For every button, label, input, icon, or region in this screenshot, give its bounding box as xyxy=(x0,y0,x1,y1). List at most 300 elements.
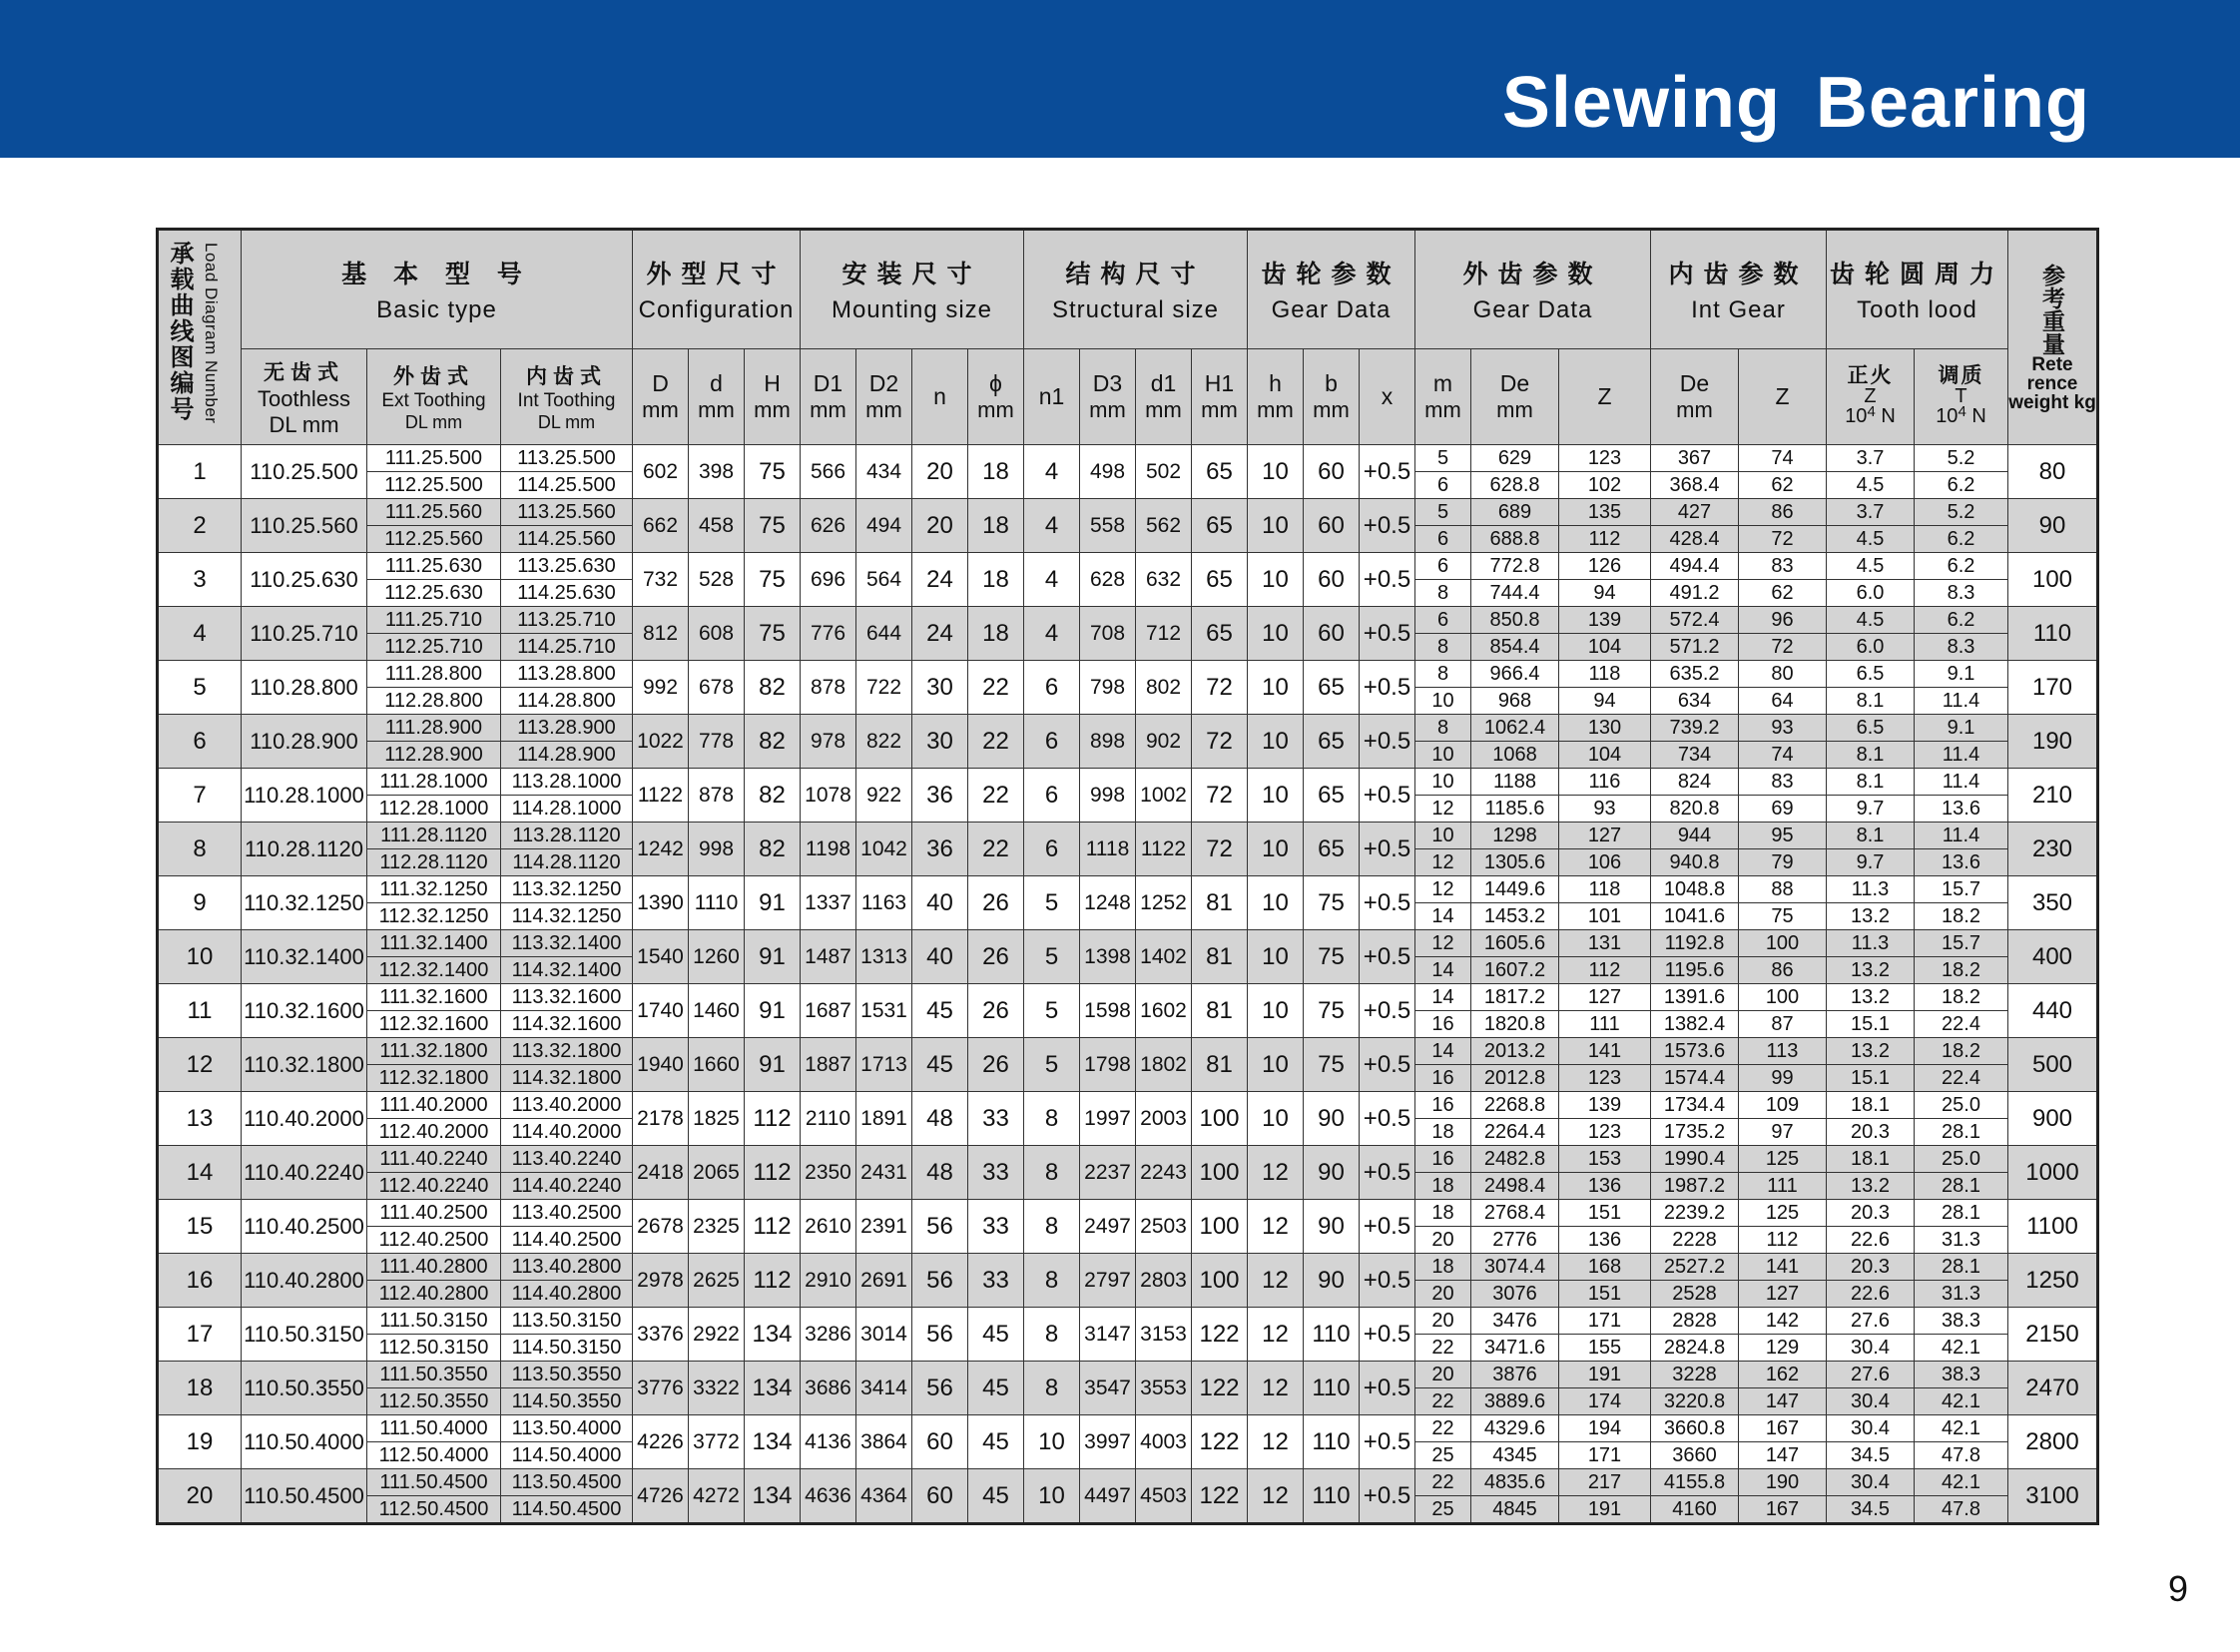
int-toothing-model: 113.28.800 xyxy=(501,661,633,688)
cell-d1: 502 xyxy=(1136,445,1192,499)
cell-phi: 22 xyxy=(968,823,1024,876)
cell-d1: 776 xyxy=(801,607,856,661)
load-diagram-number: 9 xyxy=(158,876,242,930)
int-toothing-model: 114.40.2240 xyxy=(501,1173,633,1200)
reference-weight: 500 xyxy=(2008,1038,2098,1092)
toothless-model: 110.32.1400 xyxy=(242,930,367,984)
cell-d: 2178 xyxy=(633,1092,689,1146)
cell-tz: 13.2 xyxy=(1827,1038,1915,1065)
cell-d1: 2803 xyxy=(1136,1254,1192,1308)
cell-b: 110 xyxy=(1304,1415,1360,1469)
cell-d1: 4003 xyxy=(1136,1415,1192,1469)
reference-weight: 400 xyxy=(2008,930,2098,984)
cell-de-int: 1382.4 xyxy=(1651,1011,1739,1038)
cell-m: 8 xyxy=(1415,715,1471,742)
table-row xyxy=(158,984,2098,1011)
cell-x: +0.5 xyxy=(1360,1362,1415,1415)
int-toothing-model: 113.50.3150 xyxy=(501,1308,633,1335)
cell-de-ext: 688.8 xyxy=(1471,526,1559,553)
ext-toothing-model: 112.40.2000 xyxy=(367,1119,501,1146)
cell-z-ext: 155 xyxy=(1559,1335,1651,1362)
cell-de-ext: 4835.6 xyxy=(1471,1469,1559,1496)
cell-d: 2418 xyxy=(633,1146,689,1200)
cell-tz: 6.0 xyxy=(1827,634,1915,661)
cell-tz: 34.5 xyxy=(1827,1442,1915,1469)
cell-z-ext: 116 xyxy=(1559,769,1651,796)
cell-h: 112 xyxy=(745,1254,801,1308)
cell-de-ext: 1453.2 xyxy=(1471,903,1559,930)
subheader-z-ext: Z xyxy=(1559,349,1651,445)
load-diagram-number: 20 xyxy=(158,1469,242,1524)
int-toothing-model: 114.50.3150 xyxy=(501,1335,633,1362)
cell-h: 75 xyxy=(745,499,801,553)
cell-de-int: 3220.8 xyxy=(1651,1388,1739,1415)
cell-h: 134 xyxy=(745,1362,801,1415)
ext-toothing-model: 112.50.3550 xyxy=(367,1388,501,1415)
subheader-m: m mm xyxy=(1415,349,1471,445)
cell-z-int: 62 xyxy=(1739,472,1827,499)
cell-d2: 2691 xyxy=(856,1254,912,1308)
cell-n: 45 xyxy=(912,1038,968,1092)
reference-weight: 170 xyxy=(2008,661,2098,715)
int-toothing-model: 113.40.2000 xyxy=(501,1092,633,1119)
cell-d: 4272 xyxy=(689,1469,745,1524)
cell-de-int: 368.4 xyxy=(1651,472,1739,499)
int-toothing-model: 113.32.1800 xyxy=(501,1038,633,1065)
cell-m: 20 xyxy=(1415,1227,1471,1254)
cell-d2: 2391 xyxy=(856,1200,912,1254)
subheader-x: x xyxy=(1360,349,1415,445)
cell-tz: 22.6 xyxy=(1827,1227,1915,1254)
toothless-model: 110.50.4500 xyxy=(242,1469,367,1524)
cell-de-int: 1574.4 xyxy=(1651,1065,1739,1092)
cell-x: +0.5 xyxy=(1360,1254,1415,1308)
cell-n: 56 xyxy=(912,1362,968,1415)
cell-tt: 18.2 xyxy=(1915,1038,2008,1065)
cell-m: 10 xyxy=(1415,688,1471,715)
header-gear-data: 齿轮参数 Gear Data xyxy=(1248,230,1415,349)
load-diagram-number: 14 xyxy=(158,1146,242,1200)
cell-z-int: 83 xyxy=(1739,553,1827,580)
cell-d1: 3553 xyxy=(1136,1362,1192,1415)
int-toothing-model: 114.32.1600 xyxy=(501,1011,633,1038)
cell-z-ext: 104 xyxy=(1559,634,1651,661)
ext-toothing-model: 111.25.500 xyxy=(367,445,501,472)
ext-toothing-model: 112.32.1400 xyxy=(367,957,501,984)
spec-table xyxy=(156,228,2099,1525)
cell-z-ext: 123 xyxy=(1559,1065,1651,1092)
cell-d: 2922 xyxy=(689,1308,745,1362)
cell-phi: 45 xyxy=(968,1362,1024,1415)
cell-tz: 8.1 xyxy=(1827,742,1915,769)
cell-tt: 11.4 xyxy=(1915,769,2008,796)
subheader-D2: D2 mm xyxy=(856,349,912,445)
cell-phi: 45 xyxy=(968,1415,1024,1469)
cell-m: 8 xyxy=(1415,634,1471,661)
cell-de-int: 1195.6 xyxy=(1651,957,1739,984)
cell-d1: 4136 xyxy=(801,1415,856,1469)
cell-b: 60 xyxy=(1304,607,1360,661)
cell-de-ext: 2268.8 xyxy=(1471,1092,1559,1119)
toothless-model: 110.40.2000 xyxy=(242,1092,367,1146)
ext-toothing-model: 111.25.630 xyxy=(367,553,501,580)
ext-toothing-model: 111.40.2000 xyxy=(367,1092,501,1119)
cell-d: 878 xyxy=(689,769,745,823)
cell-z-int: 162 xyxy=(1739,1362,1827,1388)
cell-d1: 4503 xyxy=(1136,1469,1192,1524)
cell-n1: 8 xyxy=(1024,1362,1080,1415)
cell-de-int: 2239.2 xyxy=(1651,1200,1739,1227)
cell-d: 3772 xyxy=(689,1415,745,1469)
cell-de-ext: 3889.6 xyxy=(1471,1388,1559,1415)
toothless-model: 110.40.2800 xyxy=(242,1254,367,1308)
cell-z-ext: 102 xyxy=(1559,472,1651,499)
cell-phi: 26 xyxy=(968,930,1024,984)
cell-h: 10 xyxy=(1248,607,1304,661)
cell-n: 60 xyxy=(912,1415,968,1469)
cell-h1: 100 xyxy=(1192,1200,1248,1254)
cell-m: 10 xyxy=(1415,823,1471,849)
cell-z-int: 167 xyxy=(1739,1496,1827,1524)
cell-b: 90 xyxy=(1304,1254,1360,1308)
reference-weight: 350 xyxy=(2008,876,2098,930)
cell-d: 1022 xyxy=(633,715,689,769)
cell-h: 91 xyxy=(745,876,801,930)
ext-toothing-model: 112.32.1250 xyxy=(367,903,501,930)
cell-tz: 4.5 xyxy=(1827,526,1915,553)
cell-d1: 1198 xyxy=(801,823,856,876)
toothless-model: 110.32.1800 xyxy=(242,1038,367,1092)
cell-z-ext: 135 xyxy=(1559,499,1651,526)
cell-d1: 1602 xyxy=(1136,984,1192,1038)
cell-tz: 30.4 xyxy=(1827,1335,1915,1362)
table-row xyxy=(158,445,2098,472)
cell-de-int: 634 xyxy=(1651,688,1739,715)
cell-de-int: 428.4 xyxy=(1651,526,1739,553)
ext-toothing-model: 111.40.2800 xyxy=(367,1254,501,1281)
cell-h: 112 xyxy=(745,1200,801,1254)
reference-weight: 110 xyxy=(2008,607,2098,661)
ext-toothing-model: 112.28.900 xyxy=(367,742,501,769)
cell-z-ext: 131 xyxy=(1559,930,1651,957)
toothless-model: 110.25.500 xyxy=(242,445,367,499)
cell-de-int: 739.2 xyxy=(1651,715,1739,742)
cell-de-ext: 689 xyxy=(1471,499,1559,526)
table-row xyxy=(158,1469,2098,1496)
cell-m: 12 xyxy=(1415,796,1471,823)
cell-d: 528 xyxy=(689,553,745,607)
int-toothing-model: 114.50.4500 xyxy=(501,1496,633,1524)
cell-z-ext: 139 xyxy=(1559,1092,1651,1119)
load-diagram-number: 3 xyxy=(158,553,242,607)
cell-h1: 122 xyxy=(1192,1362,1248,1415)
cell-tz: 6.5 xyxy=(1827,661,1915,688)
int-toothing-model: 114.25.500 xyxy=(501,472,633,499)
cell-d: 2678 xyxy=(633,1200,689,1254)
reference-weight: 80 xyxy=(2008,445,2098,499)
cell-m: 6 xyxy=(1415,553,1471,580)
cell-tt: 47.8 xyxy=(1915,1496,2008,1524)
cell-h1: 122 xyxy=(1192,1415,1248,1469)
cell-h: 112 xyxy=(745,1092,801,1146)
cell-d2: 1713 xyxy=(856,1038,912,1092)
cell-z-int: 95 xyxy=(1739,823,1827,849)
cell-d: 602 xyxy=(633,445,689,499)
cell-n: 56 xyxy=(912,1308,968,1362)
toothless-model: 110.50.3550 xyxy=(242,1362,367,1415)
subheader-normalized: 正火 Z $10^4$ N xyxy=(1827,349,1915,445)
reference-weight: 1100 xyxy=(2008,1200,2098,1254)
toothless-model: 110.32.1250 xyxy=(242,876,367,930)
cell-z-ext: 93 xyxy=(1559,796,1651,823)
cell-d1: 1487 xyxy=(801,930,856,984)
cell-n: 48 xyxy=(912,1092,968,1146)
cell-d1: 802 xyxy=(1136,661,1192,715)
cell-m: 14 xyxy=(1415,1038,1471,1065)
cell-m: 20 xyxy=(1415,1308,1471,1335)
int-toothing-model: 113.25.630 xyxy=(501,553,633,580)
cell-z-int: 72 xyxy=(1739,634,1827,661)
cell-h: 12 xyxy=(1248,1254,1304,1308)
cell-de-int: 1990.4 xyxy=(1651,1146,1739,1173)
cell-z-ext: 126 xyxy=(1559,553,1651,580)
cell-tt: 5.2 xyxy=(1915,499,2008,526)
cell-z-ext: 127 xyxy=(1559,984,1651,1011)
cell-d: 2325 xyxy=(689,1200,745,1254)
cell-phi: 18 xyxy=(968,499,1024,553)
cell-m: 25 xyxy=(1415,1496,1471,1524)
cell-d2: 3864 xyxy=(856,1415,912,1469)
cell-m: 6 xyxy=(1415,526,1471,553)
cell-de-int: 2228 xyxy=(1651,1227,1739,1254)
toothless-model: 110.25.630 xyxy=(242,553,367,607)
cell-b: 75 xyxy=(1304,876,1360,930)
cell-z-ext: 139 xyxy=(1559,607,1651,634)
int-toothing-model: 114.28.1120 xyxy=(501,849,633,876)
table-row xyxy=(158,715,2098,742)
cell-d: 608 xyxy=(689,607,745,661)
cell-d1: 696 xyxy=(801,553,856,607)
int-toothing-model: 114.25.710 xyxy=(501,634,633,661)
cell-d1: 1402 xyxy=(1136,930,1192,984)
cell-d: 662 xyxy=(633,499,689,553)
cell-h1: 81 xyxy=(1192,930,1248,984)
cell-d1: 2003 xyxy=(1136,1092,1192,1146)
load-diagram-number: 11 xyxy=(158,984,242,1038)
ext-toothing-model: 111.50.4500 xyxy=(367,1469,501,1496)
cell-z-int: 147 xyxy=(1739,1388,1827,1415)
cell-z-ext: 191 xyxy=(1559,1496,1651,1524)
cell-n1: 6 xyxy=(1024,661,1080,715)
cell-d1: 2350 xyxy=(801,1146,856,1200)
int-toothing-model: 113.32.1400 xyxy=(501,930,633,957)
cell-n1: 5 xyxy=(1024,984,1080,1038)
cell-tz: 15.1 xyxy=(1827,1065,1915,1092)
cell-z-int: 79 xyxy=(1739,849,1827,876)
cell-d3: 798 xyxy=(1080,661,1136,715)
ext-toothing-model: 111.32.1600 xyxy=(367,984,501,1011)
cell-m: 5 xyxy=(1415,499,1471,526)
cell-tt: 5.2 xyxy=(1915,445,2008,472)
subheader-h: h mm xyxy=(1248,349,1304,445)
cell-tz: 30.4 xyxy=(1827,1388,1915,1415)
cell-de-ext: 629 xyxy=(1471,445,1559,472)
cell-tz: 8.1 xyxy=(1827,769,1915,796)
table-row xyxy=(158,661,2098,688)
cell-z-int: 86 xyxy=(1739,957,1827,984)
cell-x: +0.5 xyxy=(1360,607,1415,661)
cell-d1: 978 xyxy=(801,715,856,769)
cell-d: 1940 xyxy=(633,1038,689,1092)
cell-d3: 898 xyxy=(1080,715,1136,769)
cell-h: 75 xyxy=(745,553,801,607)
load-diagram-number: 18 xyxy=(158,1362,242,1415)
subheader-H1: H1 mm xyxy=(1192,349,1248,445)
cell-tz: 9.7 xyxy=(1827,849,1915,876)
cell-tz: 4.5 xyxy=(1827,472,1915,499)
cell-de-ext: 2012.8 xyxy=(1471,1065,1559,1092)
page-title: Slewing Bearing xyxy=(1501,63,2090,143)
cell-x: +0.5 xyxy=(1360,661,1415,715)
cell-z-int: 93 xyxy=(1739,715,1827,742)
int-toothing-model: 114.25.630 xyxy=(501,580,633,607)
cell-tt: 18.2 xyxy=(1915,984,2008,1011)
header-load-diagram: 承载曲线图编号 Load Diagram Number xyxy=(158,230,242,445)
cell-d3: 2497 xyxy=(1080,1200,1136,1254)
cell-h1: 100 xyxy=(1192,1092,1248,1146)
cell-d1: 1252 xyxy=(1136,876,1192,930)
ext-toothing-model: 111.28.1120 xyxy=(367,823,501,849)
cell-h: 10 xyxy=(1248,984,1304,1038)
cell-h: 91 xyxy=(745,930,801,984)
cell-tz: 20.3 xyxy=(1827,1200,1915,1227)
cell-phi: 26 xyxy=(968,984,1024,1038)
cell-tz: 3.7 xyxy=(1827,445,1915,472)
cell-de-ext: 2776 xyxy=(1471,1227,1559,1254)
cell-tz: 30.4 xyxy=(1827,1415,1915,1442)
cell-d1: 1078 xyxy=(801,769,856,823)
cell-de-ext: 968 xyxy=(1471,688,1559,715)
cell-tt: 25.0 xyxy=(1915,1146,2008,1173)
cell-z-int: 125 xyxy=(1739,1200,1827,1227)
load-diagram-number: 17 xyxy=(158,1308,242,1362)
cell-z-ext: 194 xyxy=(1559,1415,1651,1442)
cell-z-ext: 112 xyxy=(1559,957,1651,984)
ext-toothing-model: 111.40.2240 xyxy=(367,1146,501,1173)
int-toothing-model: 113.32.1250 xyxy=(501,876,633,903)
cell-z-ext: 174 xyxy=(1559,1388,1651,1415)
cell-h1: 72 xyxy=(1192,769,1248,823)
cell-m: 18 xyxy=(1415,1173,1471,1200)
cell-n: 24 xyxy=(912,553,968,607)
cell-z-ext: 112 xyxy=(1559,526,1651,553)
cell-d2: 1891 xyxy=(856,1092,912,1146)
cell-tz: 20.3 xyxy=(1827,1119,1915,1146)
cell-d: 1260 xyxy=(689,930,745,984)
cell-de-ext: 854.4 xyxy=(1471,634,1559,661)
cell-n1: 6 xyxy=(1024,715,1080,769)
header-ext-gear-data: 外齿参数 Gear Data xyxy=(1415,230,1651,349)
cell-phi: 22 xyxy=(968,661,1024,715)
table-row xyxy=(158,1092,2098,1119)
cell-n: 30 xyxy=(912,715,968,769)
cell-n1: 5 xyxy=(1024,930,1080,984)
reference-weight: 210 xyxy=(2008,769,2098,823)
subheader-D1: D1 mm xyxy=(801,349,856,445)
cell-d2: 1042 xyxy=(856,823,912,876)
cell-d: 1122 xyxy=(633,769,689,823)
cell-x: +0.5 xyxy=(1360,1146,1415,1200)
cell-de-ext: 628.8 xyxy=(1471,472,1559,499)
cell-z-int: 88 xyxy=(1739,876,1827,903)
table-row xyxy=(158,1146,2098,1173)
ext-toothing-model: 112.25.560 xyxy=(367,526,501,553)
subheader-tempered: 调质 T $10^4$ N xyxy=(1915,349,2008,445)
cell-z-ext: 104 xyxy=(1559,742,1651,769)
cell-d2: 3414 xyxy=(856,1362,912,1415)
subheader-n1: n1 xyxy=(1024,349,1080,445)
cell-h1: 72 xyxy=(1192,823,1248,876)
cell-d3: 2237 xyxy=(1080,1146,1136,1200)
cell-de-int: 3660 xyxy=(1651,1442,1739,1469)
cell-tz: 27.6 xyxy=(1827,1308,1915,1335)
cell-h: 112 xyxy=(745,1146,801,1200)
cell-tt: 6.2 xyxy=(1915,607,2008,634)
cell-tt: 47.8 xyxy=(1915,1442,2008,1469)
toothless-model: 110.28.900 xyxy=(242,715,367,769)
ext-toothing-model: 111.28.900 xyxy=(367,715,501,742)
load-diagram-number: 13 xyxy=(158,1092,242,1146)
load-diagram-number: 10 xyxy=(158,930,242,984)
cell-d2: 1313 xyxy=(856,930,912,984)
cell-b: 90 xyxy=(1304,1200,1360,1254)
ext-toothing-model: 112.40.2500 xyxy=(367,1227,501,1254)
cell-m: 20 xyxy=(1415,1362,1471,1388)
cell-h: 75 xyxy=(745,607,801,661)
subheader-de-ext: De mm xyxy=(1471,349,1559,445)
cell-z-int: 80 xyxy=(1739,661,1827,688)
cell-de-ext: 1298 xyxy=(1471,823,1559,849)
cell-de-ext: 1068 xyxy=(1471,742,1559,769)
cell-n1: 8 xyxy=(1024,1200,1080,1254)
cell-phi: 26 xyxy=(968,876,1024,930)
cell-d1: 3686 xyxy=(801,1362,856,1415)
cell-h1: 65 xyxy=(1192,607,1248,661)
cell-m: 25 xyxy=(1415,1442,1471,1469)
cell-h: 134 xyxy=(745,1415,801,1469)
header-int-gear: 内齿参数 Int Gear xyxy=(1651,230,1827,349)
cell-tt: 38.3 xyxy=(1915,1308,2008,1335)
cell-tt: 6.2 xyxy=(1915,553,2008,580)
cell-m: 8 xyxy=(1415,661,1471,688)
cell-de-int: 572.4 xyxy=(1651,607,1739,634)
cell-tt: 11.4 xyxy=(1915,823,2008,849)
cell-phi: 22 xyxy=(968,715,1024,769)
toothless-model: 110.28.1000 xyxy=(242,769,367,823)
load-diagram-number: 16 xyxy=(158,1254,242,1308)
cell-m: 16 xyxy=(1415,1065,1471,1092)
header-tooth-load: 齿轮圆周力 Tooth lood xyxy=(1827,230,2008,349)
cell-d: 2625 xyxy=(689,1254,745,1308)
cell-h: 12 xyxy=(1248,1415,1304,1469)
header-basic-type: 基 本 型 号 Basic type xyxy=(242,230,633,349)
subheader-phi: ϕ mm xyxy=(968,349,1024,445)
cell-de-int: 1048.8 xyxy=(1651,876,1739,903)
cell-z-int: 167 xyxy=(1739,1415,1827,1442)
cell-d: 1825 xyxy=(689,1092,745,1146)
cell-h: 82 xyxy=(745,823,801,876)
table-row xyxy=(158,823,2098,849)
